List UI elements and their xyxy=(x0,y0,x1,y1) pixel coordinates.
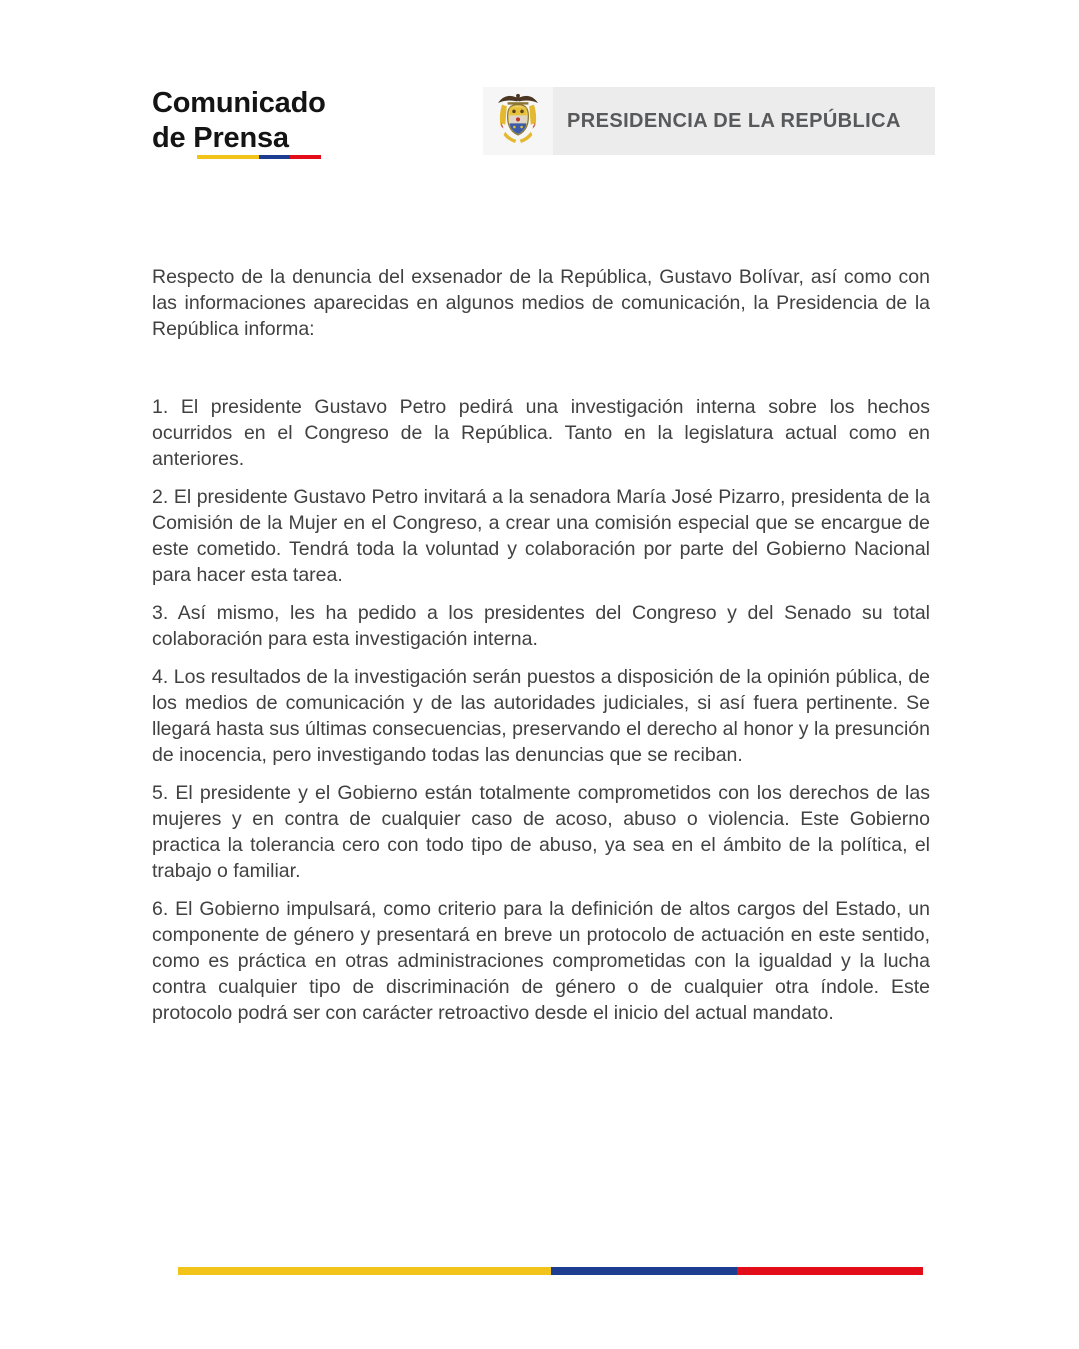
institution-title: PRESIDENCIA DE LA REPÚBLICA xyxy=(567,109,901,132)
brand-flag-underline xyxy=(197,155,321,159)
flag-red-segment xyxy=(290,155,321,159)
colombia-flag-stripe-small xyxy=(197,155,321,159)
press-release-body xyxy=(152,264,930,1038)
press-release-item-4: 4. Los resultados de la investigación serán puestos a disposición de la opinión pública, de los medios de comunicación y de las autoridades judiciales, si así fuera pertinente. Se llegará hasta sus últimas consecuencias, preservando el derecho al honor y la presunción de inocencia, pero investigando todas las denuncias que se reciban. xyxy=(152,666,930,766)
press-release-brand xyxy=(152,86,326,156)
press-release-item-5: 5. El presidente y el Gobierno están totalmente comprometidos con los derechos de las mujeres y en contra de cualquier caso de acoso, abuso o violencia. Este Gobierno practica la tolerancia cero con todo tipo de abuso, ya sea en el ámbito de la política, el trabajo o familiar. xyxy=(152,782,930,882)
press-release-item-3: 3. Así mismo, les ha pedido a los presidentes del Congreso y del Senado su total colaboración para esta investigación interna. xyxy=(152,602,930,650)
flag-yellow-segment xyxy=(197,155,259,159)
footer-flag-divider xyxy=(178,1267,923,1275)
flag-red-segment xyxy=(737,1267,923,1275)
institution-banner xyxy=(483,87,935,155)
press-release-item-1: 1. El presidente Gustavo Petro pedirá una investigación interna sobre los hechos ocurridos en el Congreso de la República. Tanto en la legislatura actual como en anteriores. xyxy=(152,396,930,470)
brand-line-2: de Prensa xyxy=(152,122,289,154)
brand-line-1: Comunicado xyxy=(152,87,326,119)
colombia-flag-stripe-large xyxy=(178,1267,923,1275)
intro-paragraph: Respecto de la denuncia del exsenador de la República, Gustavo Bolívar, así como con las informaciones aparecidas en algunos medios de comunicación, la Presidencia de la República informa: xyxy=(152,266,930,340)
press-release-item-2: 2. El presidente Gustavo Petro invitará a la senadora María José Pizarro, presidenta de la Comisión de la Mujer en el Congreso, a crear una comisión especial que se encargue de este cometido. Tendrá toda la voluntad y colaboración por parte del Gobierno Nacional para hacer esta tarea. xyxy=(152,486,930,586)
logo-box xyxy=(483,87,553,155)
flag-blue-segment xyxy=(551,1267,737,1275)
flag-yellow-segment xyxy=(178,1267,551,1275)
coat-of-arms-icon xyxy=(494,90,542,153)
flag-blue-segment xyxy=(259,155,290,159)
press-release-item-6: 6. El Gobierno impulsará, como criterio para la definición de altos cargos del Estado, un componente de género y presentará en breve un protocolo de actuación en este sentido, como es práctica en otras administraciones comprometidas con la igualdad y la lucha contra cualquier tipo de discriminación de género o de cualquier otra índole. Este protocolo podrá ser con carácter retroactivo desde el inicio del actual mandato. xyxy=(152,898,930,1024)
